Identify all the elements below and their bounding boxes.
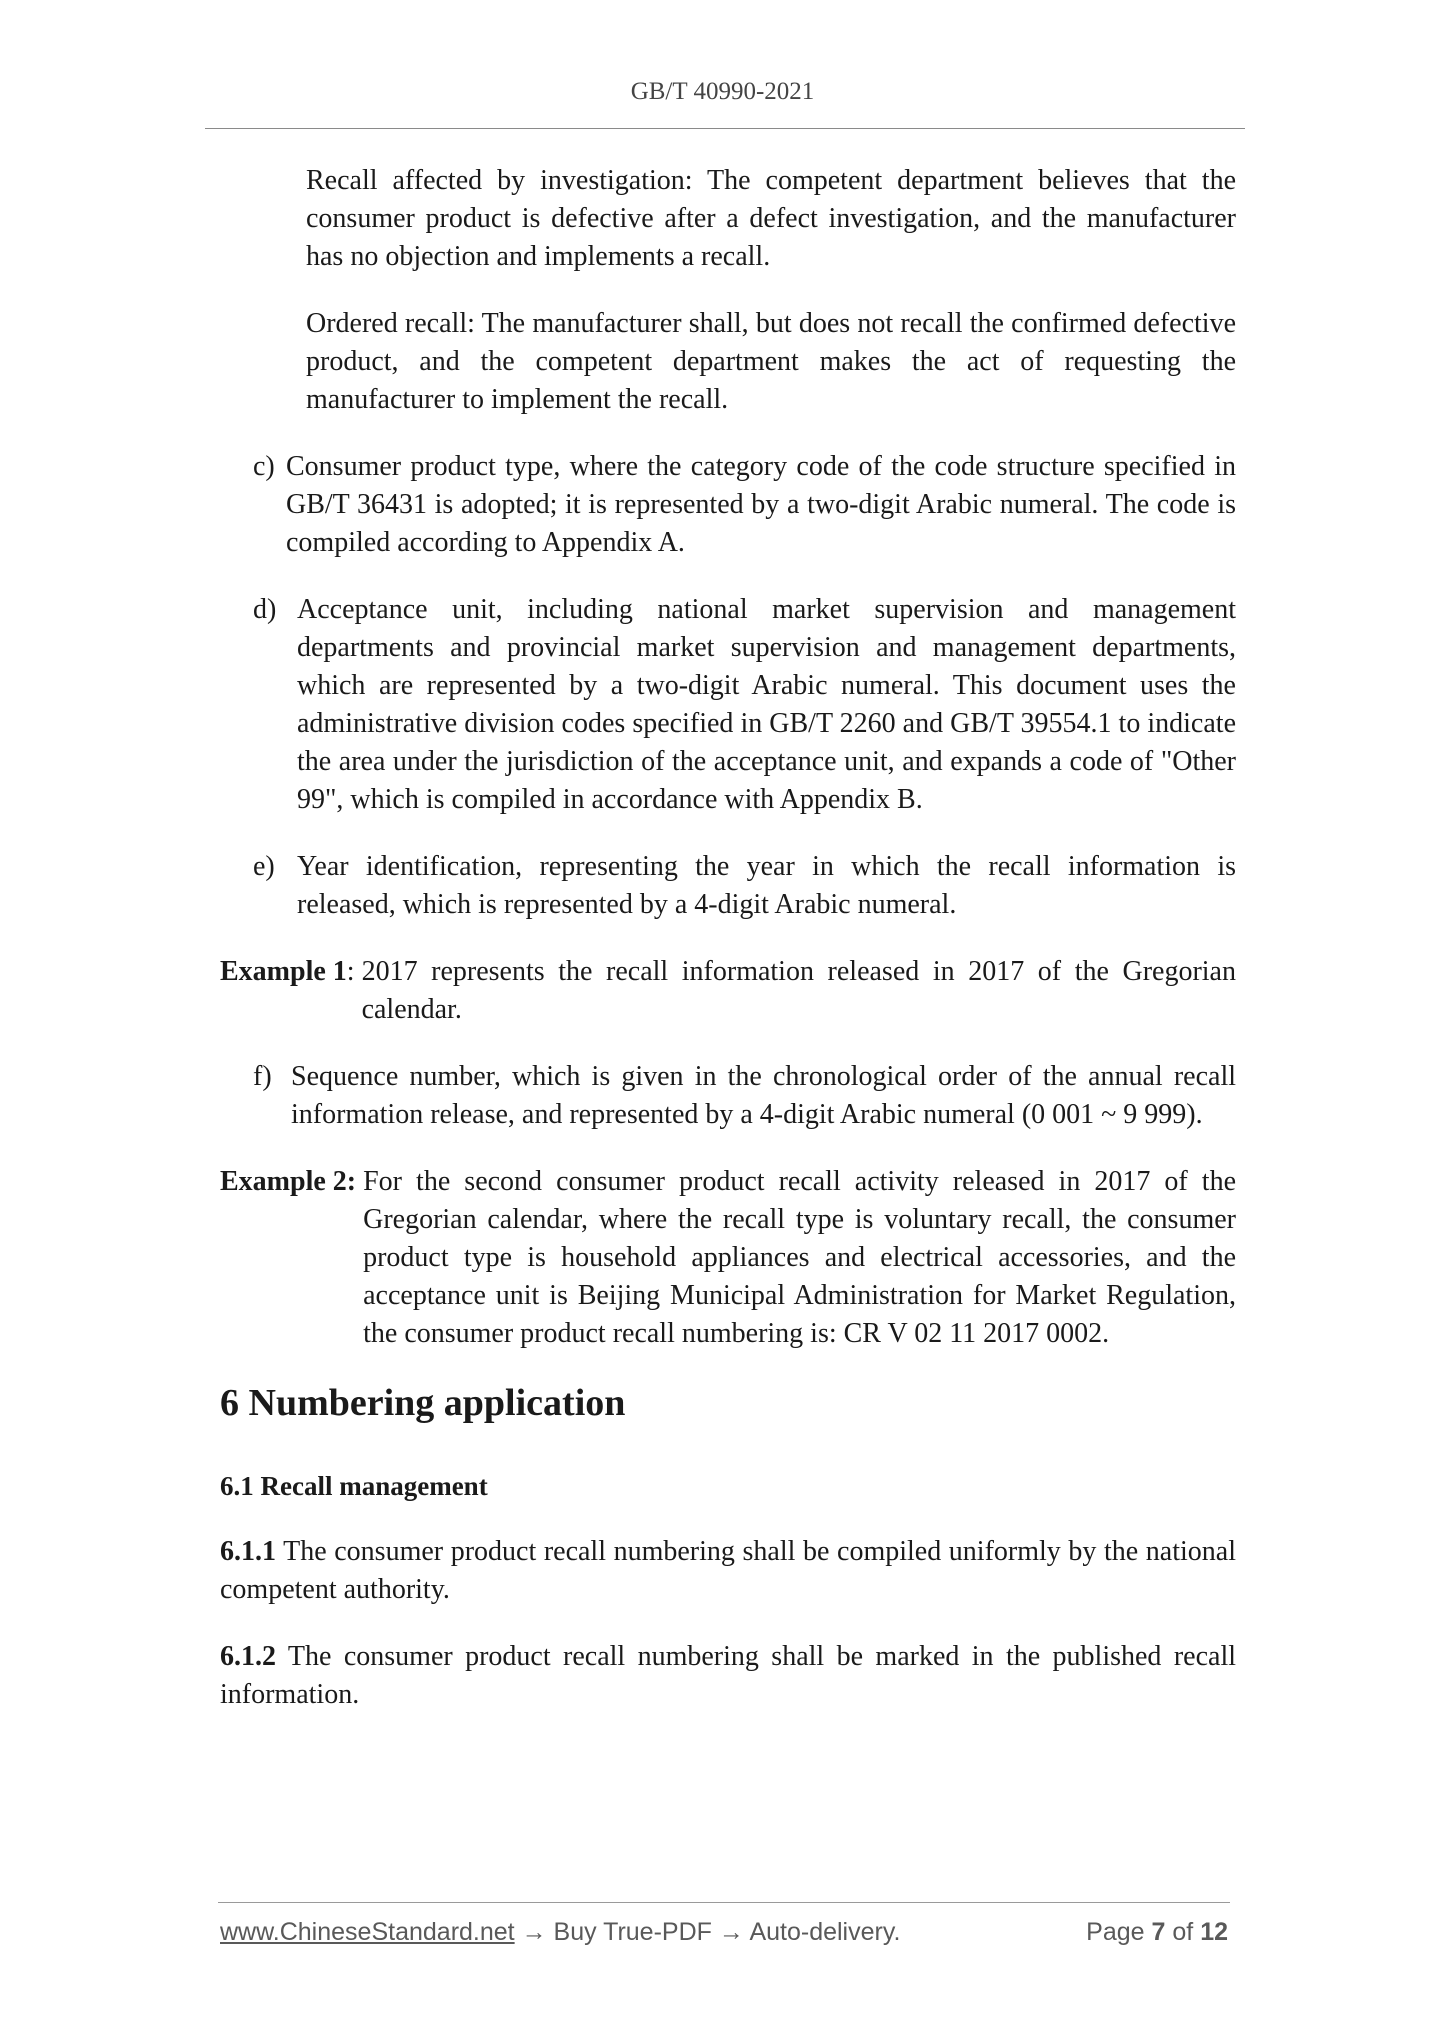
- example-label-text: Example 1: [220, 956, 347, 987]
- section-6-1-heading: 6.1 Recall management: [220, 1471, 488, 1501]
- list-item-text: Year identification, representing the year in which the recall information is released, which is represented by a 4-digit Arabic numeral.: [297, 851, 1236, 920]
- clause-text: The consumer product recall numbering shall be marked in the published recall information.: [220, 1641, 1237, 1710]
- clause-number: 6.1.2: [220, 1641, 276, 1672]
- clause-6-1-1: [220, 1533, 1236, 1609]
- example-text: For the second consumer product recall activity released in 2017 of the Gregorian calendar, where the recall type is voluntary recall, the consumer product type is household appliances and electrical accessories, and the acceptance unit is Beijing Municipal Administration for Market Regulation, the consumer product recall numbering is: CR V 02 11 2017 0002.: [363, 1166, 1236, 1349]
- document-code-header: GB/T 40990-2021: [630, 78, 815, 105]
- list-item-f: [253, 1058, 1236, 1134]
- page-total: 12: [1200, 1918, 1228, 1946]
- page-footer: [220, 1918, 1232, 1958]
- footer-divider: [218, 1902, 1230, 1903]
- footer-promo: [220, 1918, 900, 1947]
- arrow-right-icon: →: [718, 1918, 744, 1946]
- list-item-c: [253, 448, 1236, 562]
- of-word: of: [1172, 1918, 1194, 1946]
- list-item-d: [253, 591, 1236, 819]
- list-item-label: c): [253, 451, 275, 482]
- example-2: [220, 1163, 1236, 1353]
- list-item-text: Acceptance unit, including national market supervision and management departments and provincial market supervision and management departments, which are represented by a two-digit Arabic numeral. This document uses the administrative division codes specified in GB/T 2260 and GB/T 39554.1 to indicate the area under the jurisdiction of the acceptance unit, and expands a code of "Other 99", which is compiled in accordance with Appendix B.: [297, 594, 1236, 815]
- page-current: 7: [1151, 1918, 1166, 1946]
- arrow-right-icon: →: [521, 1918, 547, 1946]
- list-item-e: [253, 848, 1236, 924]
- example-text: [362, 953, 1236, 1029]
- document-body: [220, 162, 1236, 1714]
- list-item-label: e): [253, 851, 275, 882]
- paragraph-recall-by-investigation: Recall affected by investigation: The competent department believes that the consumer product is defective after a defect investigation, and the manufacturer has no objection and implements a recall.: [306, 165, 1236, 272]
- buy-text: Buy True-PDF: [553, 1918, 712, 1946]
- example-label: [220, 1163, 363, 1353]
- clause-text: The consumer product recall numbering shall be compiled uniformly by the national competent authority.: [220, 1536, 1236, 1605]
- delivery-text: Auto-delivery.: [749, 1918, 901, 1946]
- list-item-label: d): [253, 594, 277, 625]
- clause-number: 6.1.1: [220, 1536, 276, 1567]
- paragraph-ordered-recall: Ordered recall: The manufacturer shall, but does not recall the confirmed defective product, and the competent department makes the act of requesting the manufacturer to implement the recall.: [306, 308, 1236, 415]
- clause-6-1-2: [220, 1638, 1236, 1714]
- page-word: Page: [1086, 1918, 1145, 1946]
- header-divider: [205, 128, 1245, 129]
- example-1-text: 2017 represents the recall information released in 2017 of the Gregorian calendar.: [361, 956, 1236, 1025]
- page-indicator: [1086, 1918, 1228, 1947]
- example-label-text: Example 2:: [220, 1166, 357, 1197]
- site-link[interactable]: www.ChineseStandard.net: [220, 1918, 515, 1946]
- section-6-heading: 6 Numbering application: [220, 1382, 626, 1424]
- example-label-separator: :: [346, 956, 355, 987]
- example-1: [220, 953, 1236, 1029]
- list-item-label: f): [253, 1061, 272, 1092]
- list-item-text: Consumer product type, where the category code of the code structure specified in GB/T 36431 is adopted; it is represented by a two-digit Arabic numeral. The code is compiled according to Appendix A.: [286, 451, 1236, 558]
- example-label: [220, 953, 362, 1029]
- list-item-text: Sequence number, which is given in the chronological order of the annual recall information release, and represented by a 4-digit Arabic numeral (0 001 ~ 9 999).: [291, 1061, 1236, 1130]
